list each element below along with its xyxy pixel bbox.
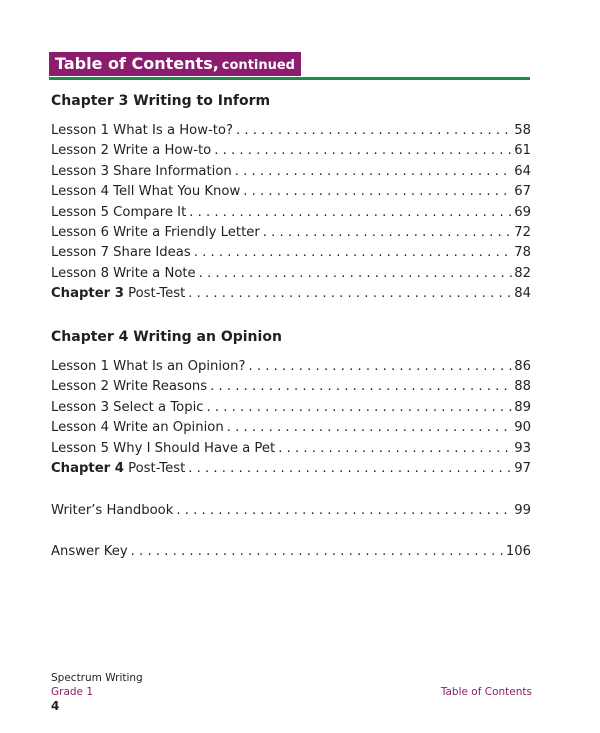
toc-entry-title <box>51 459 188 479</box>
toc-entry-page: 72 <box>514 224 531 240</box>
toc-entry-title: Lesson 4 Write an Opinion <box>51 420 224 436</box>
dot-leader <box>236 121 512 141</box>
toc-entry[interactable] <box>51 439 531 459</box>
toc-entry-page: 84 <box>514 286 531 302</box>
posttest-chapter-label: Chapter 3 <box>51 286 124 302</box>
toc-entry-title: Lesson 5 Compare It <box>51 204 187 220</box>
dot-leader <box>243 182 512 202</box>
toc-entry-posttest[interactable] <box>51 284 531 304</box>
dot-leader <box>189 203 512 223</box>
toc-entry[interactable] <box>51 162 531 182</box>
section-title-banner <box>49 52 301 76</box>
dot-leader <box>214 141 512 161</box>
toc-entry-page: 69 <box>514 204 531 220</box>
dot-leader <box>188 459 512 479</box>
section-title-continued: continued <box>221 58 295 73</box>
chapter-3-heading: Chapter 3 Writing to Inform <box>51 93 271 109</box>
toc-entry-page: 99 <box>514 503 531 518</box>
toc-entry[interactable] <box>51 264 531 284</box>
toc-entry-title: Lesson 6 Write a Friendly Letter <box>51 224 260 240</box>
toc-entry-title: Lesson 4 Tell What You Know <box>51 184 241 200</box>
toc-entry-posttest[interactable] <box>51 459 531 479</box>
toc-entry[interactable] <box>51 141 531 161</box>
chapter-3-toc-list <box>51 121 531 305</box>
toc-entry-title: Answer Key <box>51 544 128 559</box>
toc-entry-title: Lesson 3 Share Information <box>51 163 232 179</box>
footer-grade: Grade 1 <box>51 686 94 698</box>
toc-entry-title: Lesson 5 Why I Should Have a Pet <box>51 440 276 456</box>
dot-leader <box>248 357 512 377</box>
posttest-chapter-label: Chapter 4 <box>51 460 124 476</box>
toc-entry-answer-key[interactable] <box>51 542 531 562</box>
dot-leader <box>263 223 512 243</box>
chapter-4-toc-list <box>51 357 531 479</box>
dot-leader <box>199 264 513 284</box>
toc-entry-writers-handbook[interactable] <box>51 501 531 521</box>
toc-entry-page: 67 <box>514 184 531 200</box>
toc-entry[interactable] <box>51 243 531 263</box>
dot-leader <box>227 418 513 438</box>
toc-entry-title: Lesson 8 Write a Note <box>51 265 196 281</box>
toc-entry[interactable] <box>51 182 531 202</box>
dot-leader <box>176 501 512 521</box>
footer-book-title: Spectrum Writing <box>51 672 143 684</box>
posttest-label: Post-Test <box>123 286 186 302</box>
footer-section-name: Table of Contents <box>440 686 532 698</box>
toc-entry-page: 88 <box>514 379 531 395</box>
section-title: Table of Contents, <box>55 54 219 73</box>
toc-entry[interactable] <box>51 377 531 397</box>
toc-entry[interactable] <box>51 203 531 223</box>
toc-entry-title: Writer’s Handbook <box>51 503 174 518</box>
toc-entry[interactable] <box>51 357 531 377</box>
toc-entry-title: Lesson 3 Select a Topic <box>51 399 204 415</box>
page-number: 4 <box>51 699 60 713</box>
dot-leader <box>207 398 513 418</box>
toc-entry-page: 64 <box>514 163 531 179</box>
toc-entry[interactable] <box>51 398 531 418</box>
toc-entry-title: Lesson 2 Write Reasons <box>51 379 208 395</box>
toc-entry[interactable] <box>51 223 531 243</box>
writers-handbook-entry-wrap <box>51 501 531 521</box>
dot-leader <box>194 243 512 263</box>
toc-entry-page: 97 <box>514 460 531 476</box>
toc-entry-page: 58 <box>514 123 531 138</box>
toc-entry-title <box>51 284 188 304</box>
toc-entry-page: 86 <box>514 359 531 374</box>
title-underline-rule <box>49 77 530 80</box>
toc-entry-page: 78 <box>514 245 531 261</box>
toc-entry-page: 90 <box>514 420 531 436</box>
toc-entry-page: 61 <box>514 143 531 159</box>
dot-leader <box>131 542 504 562</box>
toc-entry-page: 82 <box>514 265 531 281</box>
toc-entry-page: 93 <box>514 440 531 456</box>
posttest-label: Post-Test <box>123 460 186 476</box>
toc-entry-page: 106 <box>505 544 531 559</box>
toc-entry[interactable] <box>51 121 531 141</box>
dot-leader <box>210 377 512 397</box>
toc-entry[interactable] <box>51 418 531 438</box>
toc-entry-title: Lesson 1 What Is an Opinion? <box>51 359 246 374</box>
answer-key-entry-wrap <box>51 542 531 562</box>
toc-entry-title: Lesson 7 Share Ideas <box>51 245 191 261</box>
dot-leader <box>235 162 512 182</box>
dot-leader <box>188 284 512 304</box>
toc-entry-title: Lesson 2 Write a How-to <box>51 143 212 159</box>
chapter-4-heading: Chapter 4 Writing an Opinion <box>51 329 282 345</box>
toc-entry-title: Lesson 1 What Is a How-to? <box>51 123 234 138</box>
dot-leader <box>278 439 512 459</box>
toc-entry-page: 89 <box>514 399 531 415</box>
